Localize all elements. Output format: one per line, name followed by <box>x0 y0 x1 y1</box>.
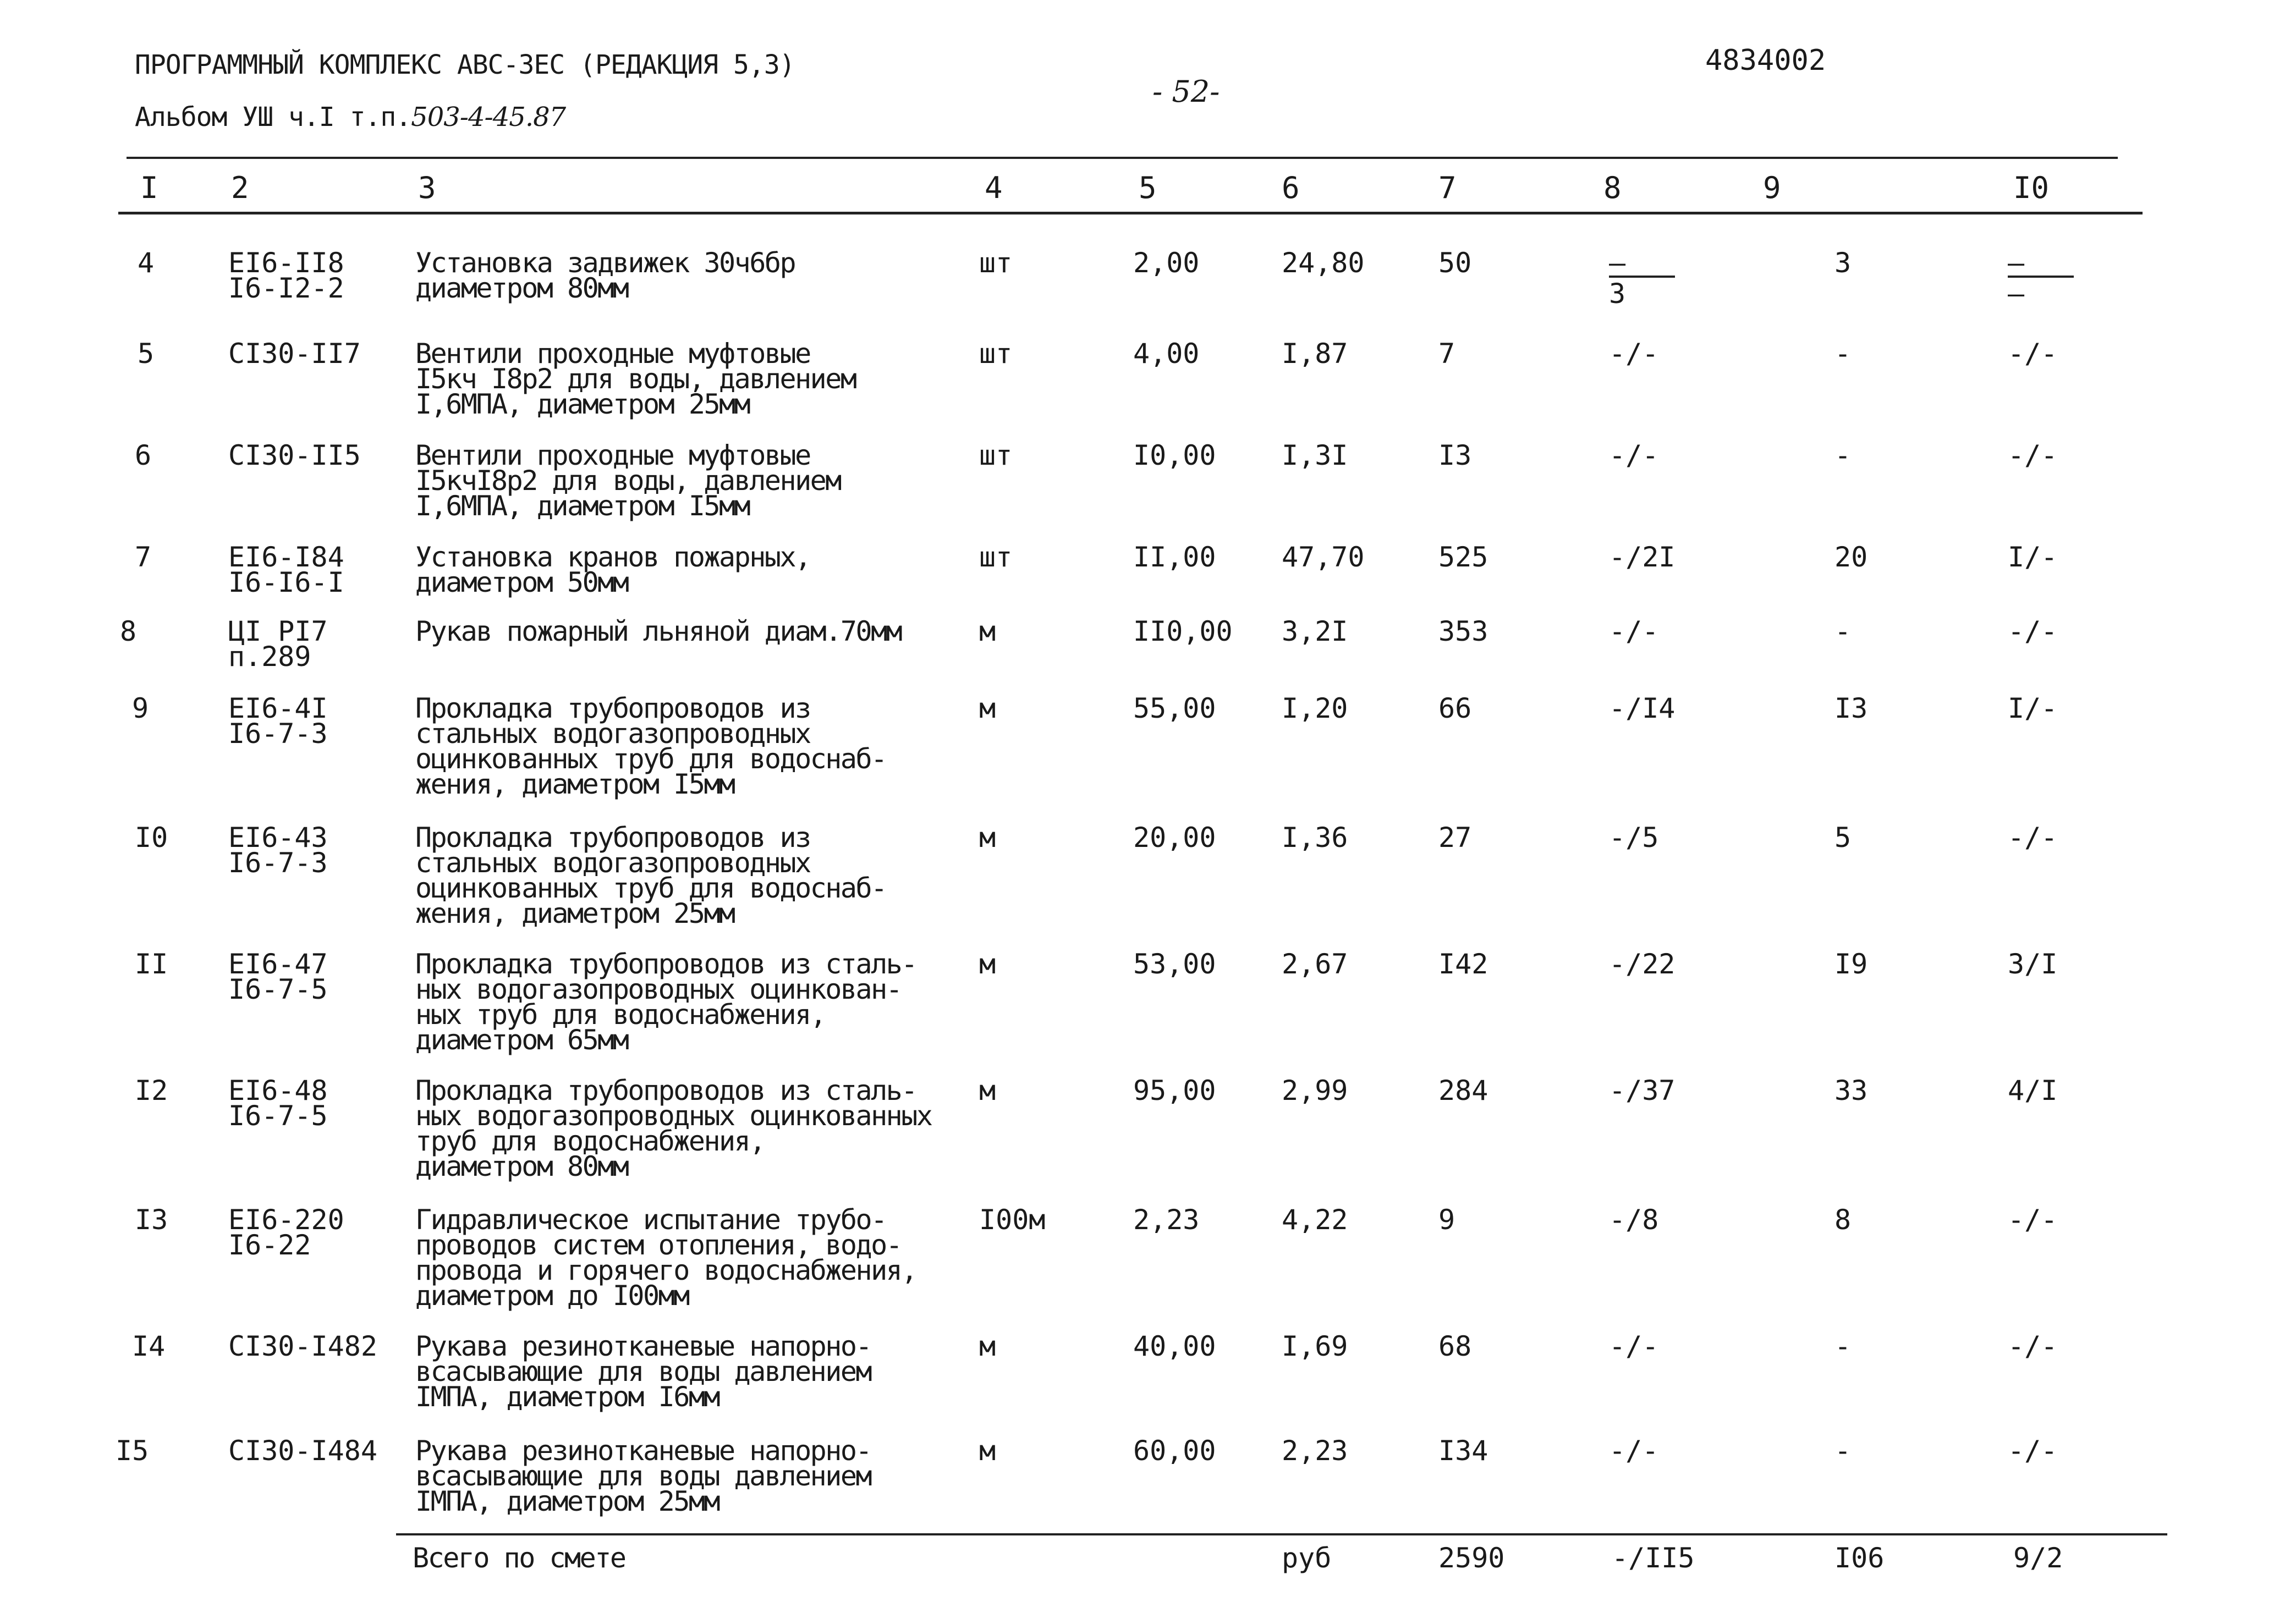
row-sum: 353 <box>1438 615 1488 647</box>
row-col9: - <box>1834 439 1852 471</box>
row-quantity: 20,00 <box>1133 822 1216 854</box>
row-code-line: CI30-II5 <box>228 439 361 471</box>
row-description-line: IМПА, диаметром I6мм <box>415 1381 719 1413</box>
row-code-line: EI6-47 <box>228 948 328 980</box>
row-number: 5 <box>138 338 155 370</box>
row-col10: 4/I <box>2008 1075 2058 1106</box>
page-number: - 52- <box>1152 74 1220 109</box>
total-col10: 9/2 <box>2013 1542 2063 1574</box>
row-description <box>415 615 902 647</box>
row-code-line: EI6-II8 <box>228 247 344 279</box>
row-col10-top: – <box>2008 250 2074 278</box>
row-quantity: 40,00 <box>1133 1330 1216 1362</box>
row-unit: м <box>979 822 996 854</box>
row-description <box>415 1435 871 1517</box>
header-album <box>135 102 565 133</box>
row-col8: -/I4 <box>1609 692 1676 724</box>
row-quantity: 53,00 <box>1133 948 1216 980</box>
row-description <box>415 1204 916 1312</box>
row-code-line: I6-7-3 <box>228 847 328 879</box>
row-number: 6 <box>135 439 152 471</box>
row-unit-price: 24,80 <box>1282 247 1365 279</box>
row-description-line: всасывающие для воды давлением <box>415 1356 871 1388</box>
row-description-line: I5кч I8р2 для воды, давлением <box>415 363 856 395</box>
row-col10: -/- <box>2008 822 2058 854</box>
row-col9: - <box>1834 338 1852 370</box>
row-col10: -/- <box>2008 1435 2058 1467</box>
row-description <box>415 1075 932 1182</box>
row-col10: I/- <box>2008 692 2058 724</box>
row-code-line: CI30-I482 <box>228 1330 377 1362</box>
row-description-line: стальных водогазопроводных <box>415 718 810 750</box>
row-description <box>415 439 841 522</box>
total-unit: руб <box>1282 1542 1332 1574</box>
row-unit-price: 3,2I <box>1282 615 1348 647</box>
row-col8-bottom: 3 <box>1609 278 1626 310</box>
row-description <box>415 822 886 929</box>
row-code <box>228 541 344 598</box>
row-description-line: жения, диаметром 25мм <box>415 898 734 929</box>
row-quantity: 2,00 <box>1133 247 1200 279</box>
row-unit-price: 2,67 <box>1282 948 1348 980</box>
row-code-line: п.289 <box>228 641 311 673</box>
row-number: 7 <box>135 541 152 573</box>
row-code <box>228 948 328 1005</box>
header-rule <box>118 212 2143 214</box>
row-code <box>228 439 361 471</box>
total-rule <box>396 1533 2167 1535</box>
row-description-line: Установка кранов пожарных, <box>415 541 810 573</box>
total-col8: -/II5 <box>1612 1542 1695 1574</box>
row-number: 9 <box>132 692 149 724</box>
total-label: Всего по смете <box>413 1542 625 1574</box>
row-description-line: стальных водогазопроводных <box>415 847 810 879</box>
row-col9: - <box>1834 1435 1852 1467</box>
column-header-7: 7 <box>1438 170 1457 205</box>
row-description <box>415 692 886 800</box>
row-unit: м <box>979 1075 996 1106</box>
row-col8: -/- <box>1609 1435 1659 1467</box>
row-unit-price: I,3I <box>1282 439 1348 471</box>
row-quantity: 2,23 <box>1133 1204 1200 1236</box>
row-description-line: оцинкованных труб для водоснаб- <box>415 743 886 775</box>
row-quantity: 60,00 <box>1133 1435 1216 1467</box>
row-description-line: диаметром до I00мм <box>415 1280 689 1312</box>
row-col8: -/- <box>1609 338 1659 370</box>
row-number: I2 <box>135 1075 168 1106</box>
row-description-line: ных труб для водоснабжения, <box>415 999 826 1031</box>
row-description-line: диаметром 80мм <box>415 1150 628 1182</box>
row-description-line: Гидравлическое испытание трубо- <box>415 1204 886 1236</box>
row-quantity: II,00 <box>1133 541 1216 573</box>
row-col8: -/8 <box>1609 1204 1659 1236</box>
row-code-line: I6-I6-I <box>228 566 344 598</box>
row-sum: 27 <box>1438 822 1472 854</box>
row-unit-price: 47,70 <box>1282 541 1365 573</box>
row-unit-price: I,36 <box>1282 822 1348 854</box>
row-col9: I3 <box>1834 692 1868 724</box>
row-unit: шт <box>979 439 1013 471</box>
row-description <box>415 948 916 1056</box>
row-col8: -/- <box>1609 1330 1659 1362</box>
row-description-line: Рукав пожарный льняной диам.70мм <box>415 615 902 647</box>
row-description-line: ных водогазопроводных оцинкованных <box>415 1100 932 1132</box>
row-description-line: жения, диаметром I5мм <box>415 768 734 800</box>
row-unit-price: 2,99 <box>1282 1075 1348 1106</box>
row-code-line: EI6-220 <box>228 1204 344 1236</box>
row-sum: 9 <box>1438 1204 1455 1236</box>
row-quantity: II0,00 <box>1133 615 1233 647</box>
document-number: 4834002 <box>1705 44 1826 77</box>
row-col9: 8 <box>1834 1204 1852 1236</box>
row-quantity: 4,00 <box>1133 338 1200 370</box>
row-code <box>228 615 328 673</box>
row-code-line: I6-7-3 <box>228 718 328 750</box>
row-sum: 284 <box>1438 1075 1488 1106</box>
row-sum: 50 <box>1438 247 1472 279</box>
row-col9: - <box>1834 1330 1852 1362</box>
row-number: 8 <box>120 615 137 647</box>
row-col9: 3 <box>1834 247 1852 279</box>
row-number: I3 <box>135 1204 168 1236</box>
row-number: I0 <box>135 822 168 854</box>
column-header-8: 8 <box>1603 170 1622 205</box>
row-col8: -/37 <box>1609 1075 1676 1106</box>
row-sum: I34 <box>1438 1435 1488 1467</box>
row-code-line: I6-7-5 <box>228 973 328 1005</box>
row-description-line: провода и горячего водоснабжения, <box>415 1254 916 1286</box>
column-header-6: 6 <box>1282 170 1300 205</box>
row-col9: 20 <box>1834 541 1868 573</box>
row-code <box>228 338 361 370</box>
row-description-line: Установка задвижек 30ч6бр <box>415 247 795 279</box>
row-description-line: диаметром 80мм <box>415 272 628 304</box>
row-number: 4 <box>138 247 155 279</box>
row-description-line: диаметром 50мм <box>415 566 628 598</box>
column-header-10: I0 <box>2013 170 2050 205</box>
row-description <box>415 1330 871 1413</box>
row-col10: I/- <box>2008 541 2058 573</box>
row-description-line: оцинкованных труб для водоснаб- <box>415 872 886 904</box>
row-sum: 525 <box>1438 541 1488 573</box>
row-number: I5 <box>116 1435 149 1467</box>
header-album-prefix: Альбом УШ ч.I т.п. <box>135 102 411 133</box>
header-album-handwritten: 503-4-45.87 <box>411 102 566 133</box>
row-col8: -/5 <box>1609 822 1659 854</box>
row-code <box>228 822 328 879</box>
row-description-line: всасывающие для воды давлением <box>415 1460 871 1492</box>
row-quantity: 55,00 <box>1133 692 1216 724</box>
row-col10: -/- <box>2008 338 2058 370</box>
row-col8: -/- <box>1609 615 1659 647</box>
row-code <box>228 1204 344 1261</box>
row-col10: 3/I <box>2008 948 2058 980</box>
row-unit: м <box>979 1435 996 1467</box>
row-code-line: EI6-43 <box>228 822 328 854</box>
row-description-line: I,6МПА, диаметром I5мм <box>415 490 750 522</box>
row-number: II <box>135 948 168 980</box>
row-code <box>228 1435 377 1467</box>
column-header-9: 9 <box>1763 170 1781 205</box>
row-sum: 7 <box>1438 338 1455 370</box>
row-quantity: 95,00 <box>1133 1075 1216 1106</box>
row-description-line: Вентили проходные муфтовые <box>415 439 810 471</box>
row-code-line: ЦI PI7 <box>228 615 328 647</box>
row-description <box>415 338 856 420</box>
row-code <box>228 1075 328 1132</box>
row-code-line: EI6-4I <box>228 692 328 724</box>
row-unit: м <box>979 948 996 980</box>
row-code-line: EI6-I84 <box>228 541 344 573</box>
row-col10 <box>2008 247 2074 310</box>
row-unit-price: 4,22 <box>1282 1204 1348 1236</box>
row-code-line: I6-I2-2 <box>228 272 344 304</box>
row-col10-bottom: – <box>2008 278 2025 310</box>
row-unit: м <box>979 692 996 724</box>
row-unit: шт <box>979 247 1013 279</box>
row-unit-price: I,69 <box>1282 1330 1348 1362</box>
row-col9: 5 <box>1834 822 1852 854</box>
column-header-1: I <box>140 170 158 205</box>
row-unit: м <box>979 615 996 647</box>
row-code-line: CI30-I484 <box>228 1435 377 1467</box>
row-col10: -/- <box>2008 1204 2058 1236</box>
column-header-5: 5 <box>1139 170 1157 205</box>
column-header-3: 3 <box>418 170 436 205</box>
row-code-line: CI30-II7 <box>228 338 361 370</box>
row-col8-top: – <box>1609 250 1675 278</box>
total-col9: I06 <box>1834 1542 1885 1574</box>
row-unit: шт <box>979 338 1013 370</box>
row-description-line: Прокладка трубопроводов из <box>415 822 810 854</box>
row-description-line: проводов систем отопления, водо- <box>415 1229 902 1261</box>
header-title: ПРОГРАММНЫЙ КОМПЛЕКС АВС-ЗЕС (РЕДАКЦИЯ 5,3) <box>135 49 795 80</box>
row-col8 <box>1609 247 1675 310</box>
row-col9: - <box>1834 615 1852 647</box>
row-code <box>228 247 344 304</box>
row-col8: -/22 <box>1609 948 1676 980</box>
row-code-line: I6-7-5 <box>228 1100 328 1132</box>
row-sum: 66 <box>1438 692 1472 724</box>
row-description-line: IМПА, диаметром 25мм <box>415 1485 719 1517</box>
row-number: I4 <box>132 1330 166 1362</box>
row-unit: шт <box>979 541 1013 573</box>
row-col9: 33 <box>1834 1075 1868 1106</box>
row-code-line: EI6-48 <box>228 1075 328 1106</box>
row-description-line: I,6МПА, диаметром 25мм <box>415 388 750 420</box>
row-col8: -/2I <box>1609 541 1676 573</box>
row-description-line: Рукава резинотканевые напорно- <box>415 1435 871 1467</box>
row-sum: I42 <box>1438 948 1488 980</box>
row-description-line: Прокладка трубопроводов из сталь- <box>415 948 916 980</box>
row-description-line: диаметром 65мм <box>415 1024 628 1056</box>
row-code-line: I6-22 <box>228 1229 311 1261</box>
row-description <box>415 541 810 598</box>
row-col10: -/- <box>2008 615 2058 647</box>
row-description-line: ных водогазопроводных оцинкован- <box>415 973 902 1005</box>
total-sum: 2590 <box>1438 1542 1505 1574</box>
row-col9: I9 <box>1834 948 1868 980</box>
row-description-line: Рукава резинотканевые напорно- <box>415 1330 871 1362</box>
row-description-line: труб для водоснабжения, <box>415 1125 765 1157</box>
row-description-line: Вентили проходные муфтовые <box>415 338 810 370</box>
row-unit: I00м <box>979 1204 1046 1236</box>
row-description-line: Прокладка трубопроводов из <box>415 692 810 724</box>
row-description-line: I5кчI8р2 для воды, давлением <box>415 465 841 497</box>
row-col8: -/- <box>1609 439 1659 471</box>
column-header-4: 4 <box>985 170 1003 205</box>
row-description-line: Прокладка трубопроводов из сталь- <box>415 1075 916 1106</box>
row-code <box>228 692 328 750</box>
row-sum: 68 <box>1438 1330 1472 1362</box>
row-col10: -/- <box>2008 1330 2058 1362</box>
row-unit-price: 2,23 <box>1282 1435 1348 1467</box>
row-unit: м <box>979 1330 996 1362</box>
column-header-2: 2 <box>231 170 249 205</box>
row-col10: -/- <box>2008 439 2058 471</box>
row-sum: I3 <box>1438 439 1472 471</box>
row-code <box>228 1330 377 1362</box>
row-unit-price: I,87 <box>1282 338 1348 370</box>
top-rule <box>127 157 2118 159</box>
row-quantity: I0,00 <box>1133 439 1216 471</box>
row-unit-price: I,20 <box>1282 692 1348 724</box>
row-description <box>415 247 795 304</box>
